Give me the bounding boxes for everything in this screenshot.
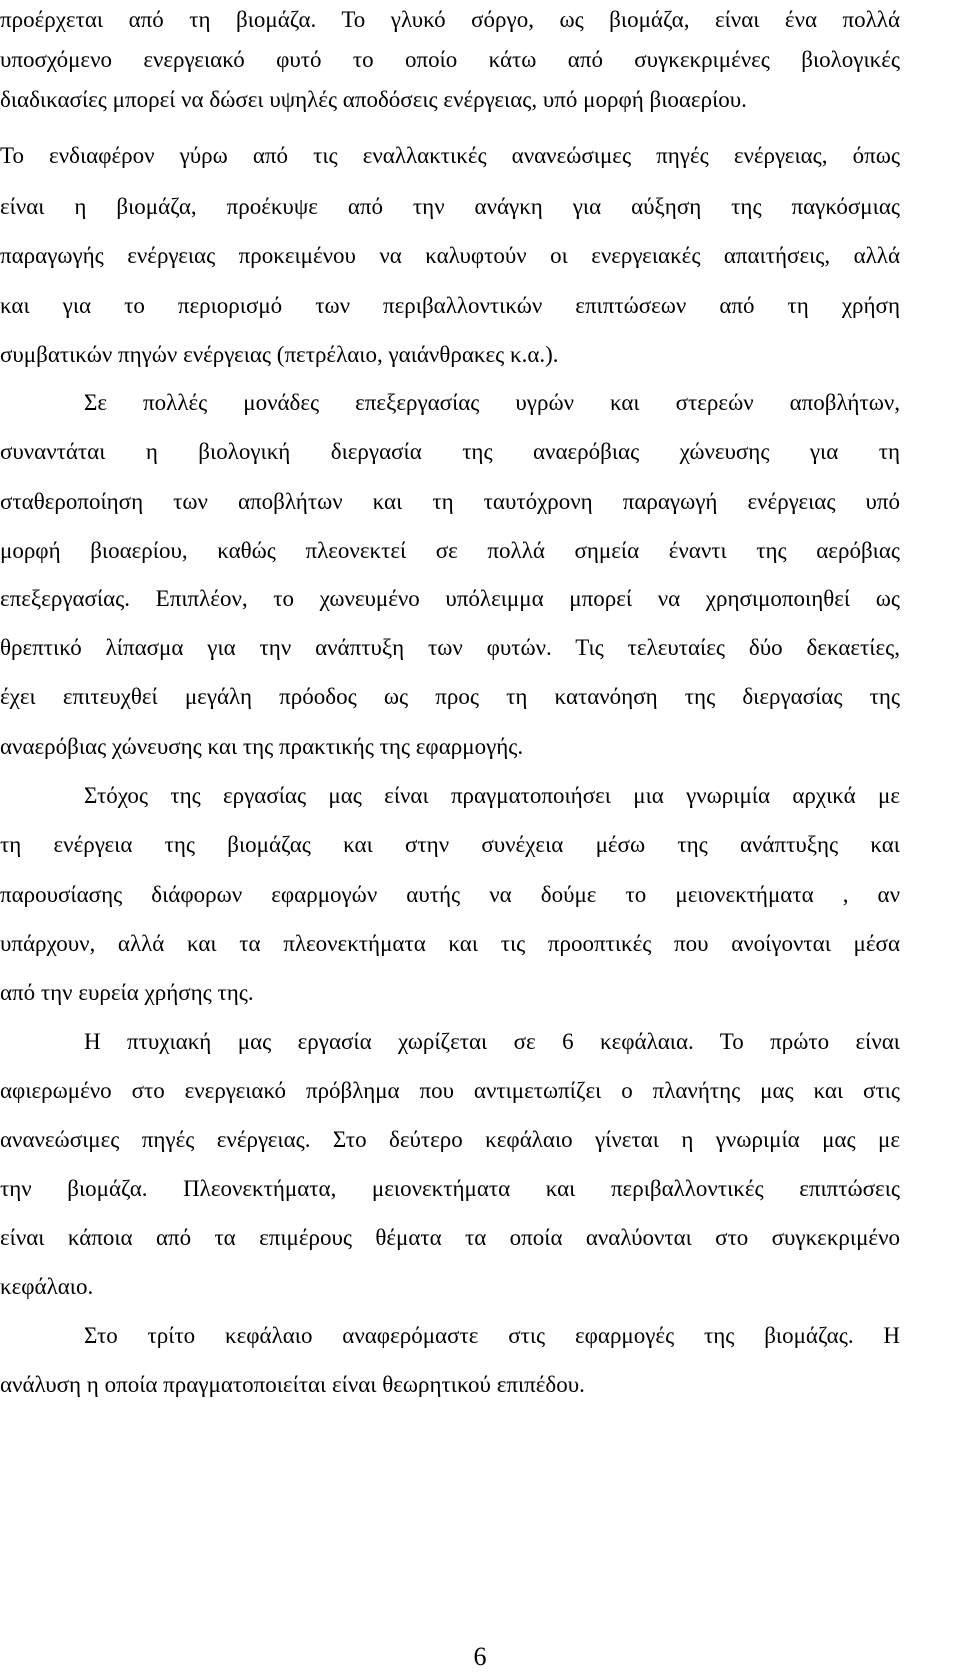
text-line: τη ενέργεια της βιομάζας και στην συνέχεια μέσω της ανάπτυξης και	[0, 832, 900, 857]
text-line: είναι κάποια από τα επιμέρους θέματα τα οποία αναλύονται στο συγκεκριμένο	[0, 1225, 900, 1250]
text-line: κεφάλαιο.	[0, 1274, 94, 1299]
text-line: Η πτυχιακή μας εργασία χωρίζεται σε 6 κεφάλαια. Το πρώτο είναι	[84, 1029, 900, 1054]
text-line: συμβατικών πηγών ενέργειας (πετρέλαιο, γαιάνθρακες κ.α.).	[0, 342, 559, 367]
text-line: μορφή βιοαερίου, καθώς πλεονεκτεί σε πολλά σημεία έναντι της αερόβιας	[0, 538, 900, 563]
text-line: παραγωγής ενέργειας προκειμένου να καλυφτούν οι ενεργειακές απαιτήσεις, αλλά	[0, 243, 900, 268]
text-line: ανανεώσιμες πηγές ενέργειας. Στο δεύτερο κεφάλαιο γίνεται η γνωριμία μας με	[0, 1127, 900, 1152]
text-line: την βιομάζα. Πλεονεκτήματα, μειονεκτήματα και περιβαλλοντικές επιπτώσεις	[0, 1176, 900, 1201]
text-line: Στόχος της εργασίας μας είναι πραγματοποιήσει μια γνωριμία αρχικά με	[84, 783, 900, 808]
page-number: 6	[473, 1642, 487, 1671]
text-line: Στο τρίτο κεφάλαιο αναφερόμαστε στις εφαρμογές της βιομάζας. Η	[84, 1323, 900, 1348]
text-line: Σε πολλές μονάδες επεξεργασίας υγρών και στερεών αποβλήτων,	[84, 390, 900, 415]
text-line: υπάρχουν, αλλά και τα πλεονεκτήματα και τις προοπτικές που ανοίγονται μέσα	[0, 931, 900, 956]
text-line: και για το περιορισμό των περιβαλλοντικών επιπτώσεων από τη χρήση	[0, 293, 900, 318]
text-line: υποσχόμενο ενεργειακό φυτό το οποίο κάτω από συγκεκριμένες βιολογικές	[0, 47, 900, 72]
text-line: ανάλυση η οποία πραγματοποιείται είναι θεωρητικού επιπέδου.	[0, 1372, 585, 1397]
text-line: είναι η βιομάζα, προέκυψε από την ανάγκη για αύξηση της παγκόσμιας	[0, 194, 900, 219]
text-line: έχει επιτευχθεί μεγάλη πρόοδος ως προς τη κατανόηση της διεργασίας της	[0, 684, 900, 709]
text-line: παρουσίασης διάφορων εφαρμογών αυτής να δούμε το μειονεκτήματα , αν	[0, 882, 900, 907]
text-line: από την ευρεία χρήσης της.	[0, 980, 254, 1005]
text-line: διαδικασίες μπορεί να δώσει υψηλές αποδόσεις ενέργειας, υπό μορφή βιοαερίου.	[0, 87, 747, 112]
text-line: Το ενδιαφέρον γύρω από τις εναλλακτικές ανανεώσιμες πηγές ενέργειας, όπως	[0, 143, 900, 168]
text-line: σταθεροποίηση των αποβλήτων και τη ταυτόχρονη παραγωγή ενέργειας υπό	[0, 489, 900, 514]
text-line: αναερόβιας χώνευσης και της πρακτικής της εφαρμογής.	[0, 734, 524, 759]
text-line: θρεπτικό λίπασμα για την ανάπτυξη των φυτών. Τις τελευταίες δύο δεκαετίες,	[0, 635, 900, 660]
text-line: προέρχεται από τη βιομάζα. Το γλυκό σόργο, ως βιομάζα, είναι ένα πολλά	[0, 7, 900, 32]
text-line: επεξεργασίας. Επιπλέον, το χωνευμένο υπόλειμμα μπορεί να χρησιμοποιηθεί ως	[0, 586, 900, 611]
text-line: συναντάται η βιολογική διεργασία της αναερόβιας χώνευσης για τη	[0, 439, 900, 464]
text-line: αφιερωμένο στο ενεργειακό πρόβλημα που αντιμετωπίζει ο πλανήτης μας και στις	[0, 1078, 900, 1103]
